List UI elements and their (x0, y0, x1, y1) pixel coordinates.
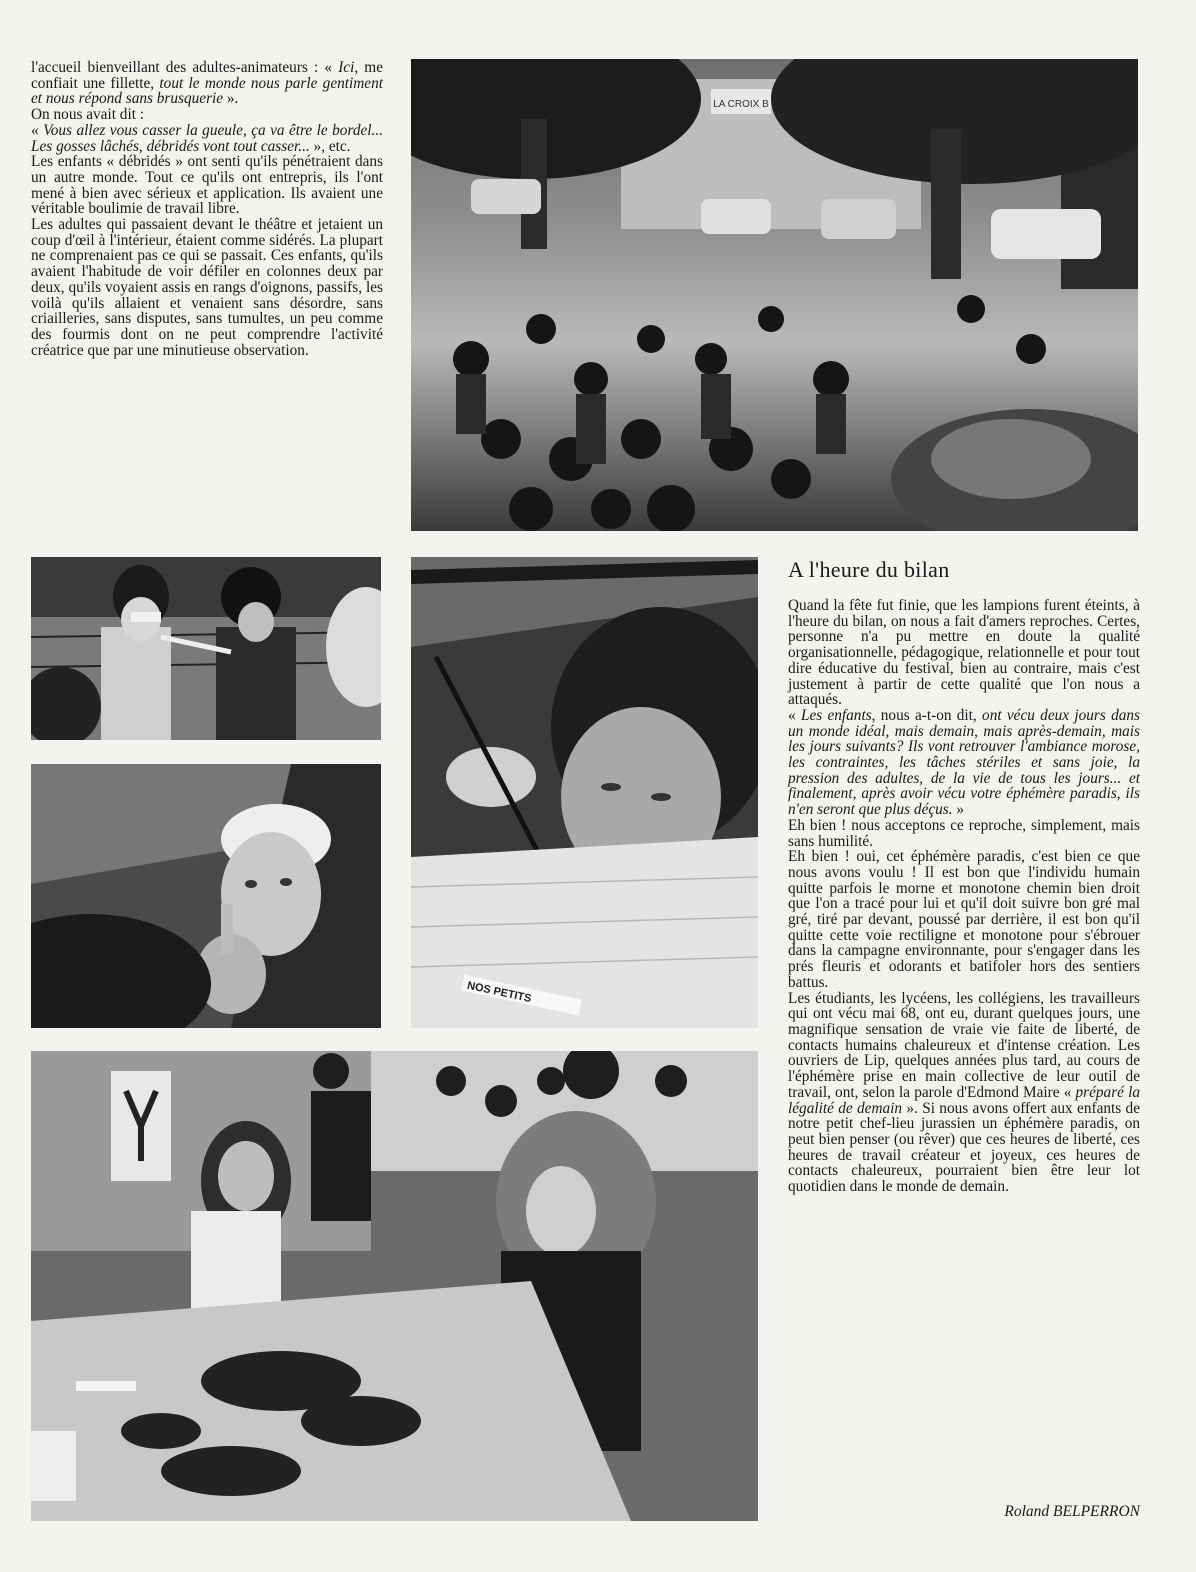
text-run: Eh bien ! oui, cet éphémère paradis, c'est bien ce que nous avons voulu ! Il est bon que l'individu humain quitte parfois le morne et monotone chemin bien droit que l'on a tracé pour lui et qu'il doit suivre bon gré mal gré, tiré par devant, poussé par derrière, il est bon qu'il quitte cette voie rectiligne et monotone pour s'ébrouer dans la campagne environnante, pour s'engager dans les prés fleuris et odorants et batifoler hors des sentiers battus. (788, 848, 1140, 991)
newspaper-text: NOS PETITS (465, 979, 533, 1006)
italic-text: ont vécu deux jours dans un monde idéal, mais demain, mais après-demain, mais les jours suivants? Ils vont retrouver l'ambiance morose, les contraintes, les tâches stériles et sans joie, la pression des adultes, de la vie de tous les jours... et finalement, après avoir vécu votre éphémère paradis, ils n'en seront que plus déçus. (788, 706, 1140, 819)
paragraph (788, 818, 1140, 849)
paragraph (788, 849, 1140, 990)
italic-text: Les enfants (800, 706, 872, 724)
paragraph (31, 123, 383, 154)
paragraph (788, 708, 1140, 818)
text-run: « (788, 706, 801, 724)
text-run: , nous a-t-on dit, (871, 706, 983, 724)
text-run: ». Si nous avons offert aux enfants de notre petit chef-lieu jurassien un éphémère paradis, on peut bien penser (ou rêver) que ces heures de liberté, ces heures de travail créateur et joyeux, ces heures de contacts chaleureux, pourraient bien être leur lot quotidien dans le monde de demain. (788, 1099, 1140, 1196)
text-run: Les enfants « débridés » ont senti qu'ils pénétraient dans un autre monde. Tout ce qu'ils ont entrepris, ils l'ont mené à bien avec sérieux et application. Ils avaient une véritable boulimie de travail libre. (31, 153, 383, 218)
left-text-column (31, 60, 383, 358)
paragraph (31, 217, 383, 358)
photo-child-painting (411, 557, 758, 1028)
italic-text: Ici (338, 59, 355, 76)
section-heading: A l'heure du bilan (788, 557, 950, 582)
author-signature: Roland BELPERRON (1004, 1503, 1140, 1520)
italic-text: tout le monde nous parle gentiment et nous répond sans brusquerie (31, 74, 383, 108)
text-run: Les étudiants, les lycéens, les collégiens, les travailleurs qui ont vécu mai 68, ont eu, durant quelques jours, une magnifique sensation de vraie vie faite de liberté, de contacts humains chaleureux et d'intense création. Les ouvriers de Lip, quelques années plus tard, au cours de l'éphémère prise en main collective de leur outil de travail, ont, selon la parole d'Edmond Maire « (788, 989, 1140, 1101)
text-run: , me confiait une fillette, (31, 59, 383, 92)
text-run: On nous avait dit : (31, 106, 145, 124)
photo-child-face-paint (31, 764, 381, 1028)
photo-town-square-dance (411, 59, 1138, 531)
italic-text: préparé la légalité de demain (788, 1083, 1141, 1117)
text-run: ». (223, 90, 239, 108)
storefront-sign-text: LA CROIX B (713, 99, 769, 110)
italic-text: Vous allez vous casser la gueule, ça va être le bordel... Les gosses lâchés, débridés vont tout casser... (31, 121, 383, 155)
text-run: Quand la fête fut finie, que les lampions furent éteints, à l'heure du bilan, on nous a fait d'amers reproches. Certes, personne n'a pu mettre en doute la qualité organisationnelle, pédagogique, relationnelle et pour tout dire éducative du festival, bien au contraire, mais c'est justement à partir de cette qualité que l'on nous a attaqués. (788, 597, 1140, 709)
text-run: Eh bien ! nous acceptons ce reproche, simplement, mais sans humilité. (788, 816, 1140, 850)
paragraph (788, 991, 1140, 1195)
photo-children-flute (31, 557, 381, 740)
photo-children-workshop (31, 1051, 758, 1521)
text-run: », etc. (309, 137, 351, 155)
text-run: Les adultes qui passaient devant le théâtre et jetaient un coup d'œil à l'intérieur, étaient comme sidérés. La plupart ne comprenaient pas ce qui se passait. Ces enfants, qu'ils avaient l'habitude de voir défiler en colonnes deux par deux, qu'ils voyaient assis en rangs d'oignons, passifs, les voilà qu'ils allaient et venaient sans désordre, sans criailleries, sans disputes, sans tumultes, un peu comme des fourmis dont on ne peut comprendre l'activité créatrice que par une minutieuse observation. (31, 216, 383, 359)
text-run: » (952, 801, 965, 819)
right-text-column (788, 598, 1140, 1195)
text-run: « (31, 121, 44, 139)
paragraph (31, 107, 383, 123)
paragraph (788, 598, 1140, 708)
paragraph (31, 154, 383, 217)
paragraph (31, 60, 383, 107)
text-run: l'accueil bienveillant des adultes-animateurs : « (31, 59, 339, 76)
